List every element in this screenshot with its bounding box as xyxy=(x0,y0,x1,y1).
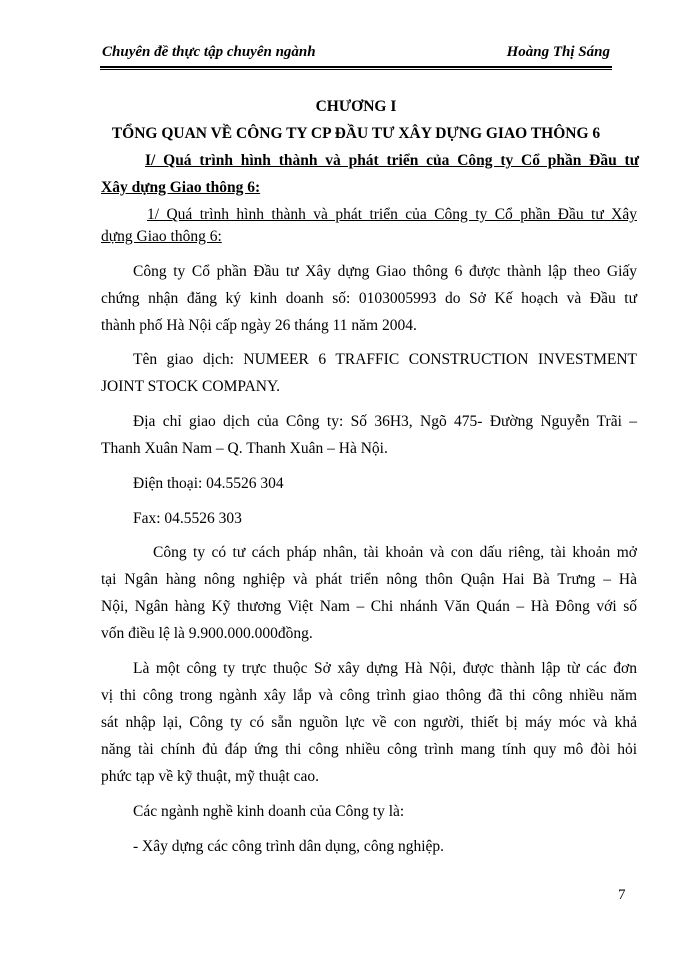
header-rule-thin xyxy=(100,69,612,70)
section-heading-line-2: Xây dựng Giao thông 6: xyxy=(101,179,261,196)
header-rule-thick xyxy=(100,66,612,68)
business-line-item: - Xây dựng các công trình dân dụng, công nghiệp. xyxy=(133,838,444,855)
paragraph-line: Là một công ty trực thuộc Sở xây dựng Hà Nội, được thành lập từ các đơn xyxy=(133,660,637,677)
subsection-heading-line-1: 1/ Quá trình hình thành và phát triển của Công ty Cổ phần Đầu tư Xây xyxy=(147,206,637,223)
paragraph-line: Tên giao dịch: NUMEER 6 TRAFFIC CONSTRUCTION INVESTMENT xyxy=(133,351,637,368)
paragraph-line: Công ty có tư cách pháp nhân, tài khoản và con dấu riêng, tài khoản mở xyxy=(153,544,637,561)
paragraph-line: thành phố Hà Nội cấp ngày 26 tháng 11 năm 2004. xyxy=(101,317,417,334)
paragraph-line: Nội, Ngân hàng Kỹ thương Việt Nam – Chi nhánh Văn Quán – Hà Đông với số xyxy=(101,598,637,615)
paragraph-line: tại Ngân hàng nông nghiệp và phát triển nông thôn Quận Hai Bà Trưng – Hà xyxy=(101,571,637,588)
phone-line: Điện thoại: 04.5526 304 xyxy=(133,475,284,492)
business-lines-intro: Các ngành nghề kinh doanh của Công ty là: xyxy=(133,803,405,820)
paragraph-line: sát nhập lại, Công ty có sẵn nguồn lực về con người, thiết bị máy móc và khả xyxy=(101,714,637,731)
page-number: 7 xyxy=(618,887,626,903)
paragraph-line: JOINT STOCK COMPANY. xyxy=(101,378,281,395)
paragraph-line: Thanh Xuân Nam – Q. Thanh Xuân – Hà Nội. xyxy=(101,440,388,457)
subsection-heading-line-2: dựng Giao thông 6: xyxy=(101,228,222,245)
paragraph-line: Địa chỉ giao dịch của Công ty: Số 36H3, Ngõ 475- Đường Nguyễn Trãi – xyxy=(133,413,637,430)
paragraph-line: năng tài chính đủ đáp ứng thi công nhiều công trình mang tính quy mô đòi hỏi xyxy=(101,741,637,758)
header-course-title: Chuyên đề thực tập chuyên ngành xyxy=(102,44,316,60)
fax-line: Fax: 04.5526 303 xyxy=(133,510,242,527)
paragraph-line: vị thi công trong ngành xây lắp và công trình giao thông đã thi công nhiều năm xyxy=(101,687,637,704)
paragraph-line: chứng nhận đăng ký kinh doanh số: 0103005993 do Sở Kế hoạch và Đầu tư xyxy=(101,290,637,307)
chapter-number: CHƯƠNG I xyxy=(315,98,397,115)
paragraph-line: vốn điều lệ là 9.900.000.000đồng. xyxy=(101,625,313,642)
chapter-title: TỔNG QUAN VỀ CÔNG TY CP ĐẦU TƯ XÂY DỰNG GIAO THÔNG 6 xyxy=(111,125,601,142)
paragraph-line: Công ty Cổ phần Đầu tư Xây dựng Giao thông 6 được thành lập theo Giấy xyxy=(133,263,637,280)
section-heading-line-1: I/ Quá trình hình thành và phát triển của Công ty Cổ phần Đầu tư xyxy=(145,152,639,169)
page-header xyxy=(102,40,610,64)
paragraph-line: phức tạp về kỹ thuật, mỹ thuật cao. xyxy=(101,768,320,785)
header-author: Hoàng Thị Sáng xyxy=(506,44,610,60)
